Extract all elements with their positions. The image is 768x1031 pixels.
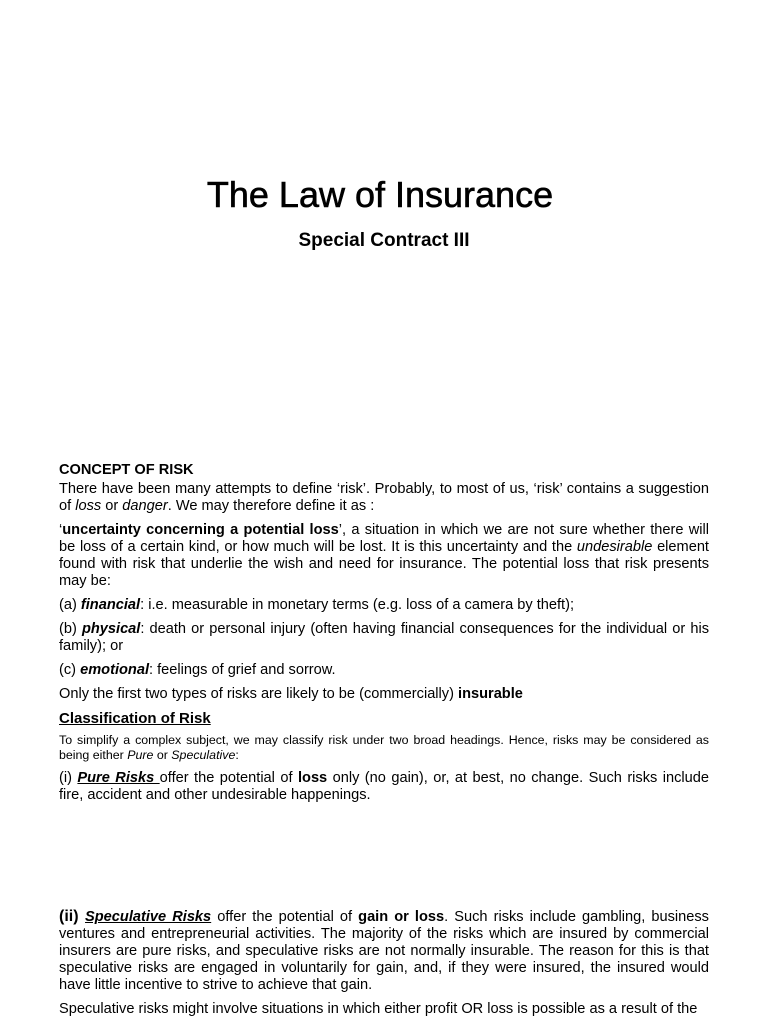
paragraph-pure-risks: (i) Pure Risks offer the potential of loss only (no gain), or, at best, no change. Such risks include fire, accident and other undesirable happenings. <box>59 770 709 803</box>
paragraph-classification-intro: To simplify a complex subject, we may classify risk under two broad headings. Hence, risks may be considered as being either Pure or Speculative: <box>59 733 709 762</box>
paragraph-risk-definition: There have been many attempts to define ‘risk’. Probably, to most of us, ‘risk’ contains a suggestion of loss or danger. We may therefore define it as : <box>59 481 709 514</box>
section-heading-concept-of-risk: CONCEPT OF RISK <box>59 462 194 478</box>
document-subtitle: Special Contract III <box>298 230 470 251</box>
paragraph-speculative-risks: (ii) Speculative Risks offer the potential of gain or loss. Such risks include gambling, business ventures and entrepreneurial activities. The majority of the risks which are insured by commercial insurers are pure risks, and speculative risks are not normally insurable. The reason for this is that speculative risks are engaged in voluntarily for gain, and, if they were insured, the insured would have little incentive to strive to achieve that gain. <box>59 908 709 993</box>
document-title: The Law of Insurance <box>206 174 554 215</box>
list-item-physical: (b) physical: death or personal injury (often having financial consequences for the individual or his family); or <box>59 621 709 654</box>
paragraph-uncertainty: ‘uncertainty concerning a potential loss’, a situation in which we are not sure whether there will be loss of a certain kind, or how much will be lost. It is this uncertainty and the undesirable element found with risk that underlie the wish and need for insurance. The potential loss that risk presents may be: <box>59 522 709 589</box>
document-body <box>59 462 709 1031</box>
paragraph-insurable: Only the first two types of risks are likely to be (commercially) insurable <box>59 686 523 702</box>
section-heading-classification: Classification of Risk <box>59 710 211 727</box>
list-item-financial: (a) financial: i.e. measurable in monetary terms (e.g. loss of a camera by theft); <box>59 597 575 613</box>
blank-space <box>59 811 709 908</box>
list-item-emotional: (c) emotional: feelings of grief and sorrow. <box>59 662 336 678</box>
paragraph-cut-off: Speculative risks might involve situations in which either profit OR loss is possible as a result of the <box>59 1001 698 1017</box>
